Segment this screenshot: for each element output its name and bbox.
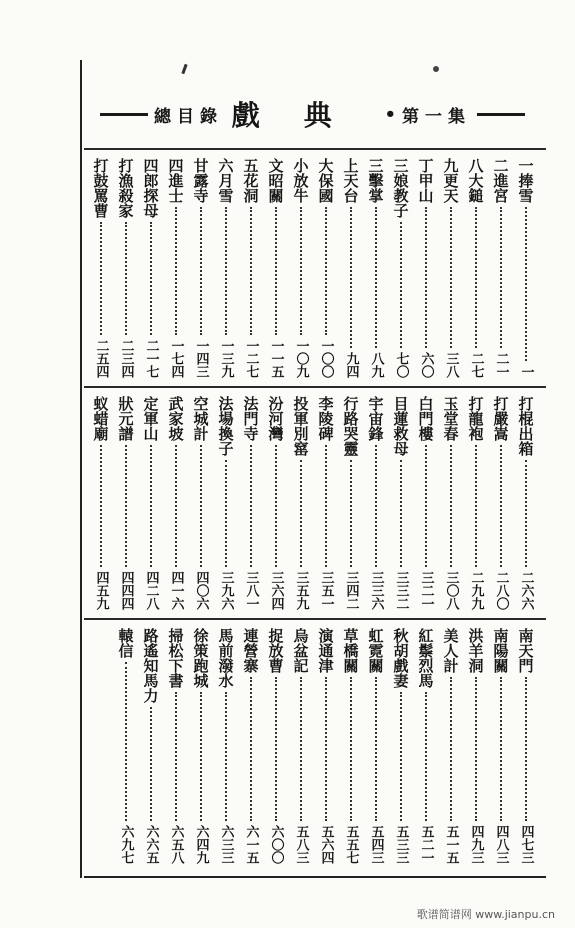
entry-title: 秋胡戲妻 xyxy=(391,628,410,688)
bottom-border-line xyxy=(84,876,546,878)
dot-leader xyxy=(350,677,352,821)
toc-entry xyxy=(415,158,437,378)
entry-title: 六月雪 xyxy=(216,158,235,203)
dot-leader xyxy=(425,445,427,567)
dot-leader xyxy=(150,222,152,335)
entry-title: 轅信 xyxy=(116,628,135,658)
toc-entry xyxy=(240,628,262,864)
toc-entry xyxy=(240,158,262,378)
left-border-line xyxy=(80,60,82,878)
entry-title: 武家坡 xyxy=(166,396,185,441)
entry-page: 二六六 xyxy=(518,571,534,610)
toc-entry xyxy=(515,628,537,864)
dot-leader xyxy=(475,445,477,567)
entry-title: 洪羊洞 xyxy=(466,628,485,673)
collection-label: 第一集 xyxy=(402,106,471,127)
entry-title: 一捧雪 xyxy=(516,158,535,203)
entry-title: 狀元譜 xyxy=(116,396,135,441)
dot-leader xyxy=(375,207,377,348)
dot-leader xyxy=(325,677,327,821)
toc-entry xyxy=(215,628,237,864)
entry-page: 一〇〇 xyxy=(318,339,334,378)
toc-entry xyxy=(190,396,212,610)
entry-page: 四四四 xyxy=(118,571,134,610)
toc-entry xyxy=(265,158,287,378)
entry-title: 美人計 xyxy=(441,628,460,673)
ink-dot xyxy=(433,66,439,72)
entry-title: 文昭關 xyxy=(266,158,285,203)
dot-leader xyxy=(350,207,352,348)
toc-entry xyxy=(415,396,437,610)
dot-leader xyxy=(400,460,402,567)
entry-title: 三擊掌 xyxy=(366,158,385,203)
entry-page: 一七四 xyxy=(168,339,184,378)
entry-page: 四九三 xyxy=(468,825,484,864)
entry-page: 三三二 xyxy=(393,571,409,610)
dot-leader xyxy=(125,662,127,821)
dot-leader xyxy=(100,222,102,335)
entry-title: 二進宮 xyxy=(491,158,510,203)
entry-page: 六九七 xyxy=(118,825,134,864)
entry-page: 五八三 xyxy=(293,825,309,864)
entry-page: 五二一 xyxy=(418,825,434,864)
dot-leader xyxy=(500,677,502,821)
entry-page: 六五八 xyxy=(168,825,184,864)
entry-page: 三二一 xyxy=(418,571,434,610)
toc-entry xyxy=(365,158,387,378)
dot-leader xyxy=(450,207,452,348)
dot-leader xyxy=(475,207,477,348)
ink-mark xyxy=(181,64,187,74)
entry-title: 法門寺 xyxy=(241,396,260,441)
dot-leader xyxy=(525,677,527,821)
entry-title: 目蓮救母 xyxy=(391,396,410,456)
toc-entry xyxy=(240,396,262,610)
toc-entry xyxy=(140,628,162,864)
entry-title: 虹霓關 xyxy=(366,628,385,673)
entry-page: 二九九 xyxy=(468,571,484,610)
toc-entry xyxy=(90,396,112,610)
rule-middle xyxy=(84,386,546,388)
entry-title: 玉堂春 xyxy=(441,396,460,441)
entry-title: 路遙知馬力 xyxy=(141,628,160,703)
entry-page: 七〇 xyxy=(393,352,409,378)
entry-title: 捉放曹 xyxy=(266,628,285,673)
entry-title: 四進士 xyxy=(166,158,185,203)
entry-title: 定軍山 xyxy=(141,396,160,441)
toc-section-3 xyxy=(88,628,538,864)
entry-title: 李陵碑 xyxy=(316,396,335,441)
entry-page: 八九 xyxy=(368,352,384,378)
toc-entry xyxy=(340,158,362,378)
entry-page: 一一五 xyxy=(268,339,284,378)
toc-entry xyxy=(440,396,462,610)
dot-leader xyxy=(525,460,527,567)
dot-leader xyxy=(225,692,227,821)
dot-leader xyxy=(525,207,527,361)
entry-title: 徐策跑城 xyxy=(191,628,210,688)
toc-entry xyxy=(415,628,437,864)
dot-leader xyxy=(425,207,427,348)
toc-entry xyxy=(465,628,487,864)
dot-leader xyxy=(400,692,402,821)
entry-page: 三三六 xyxy=(368,571,384,610)
entry-title: 馬前潑水 xyxy=(216,628,235,688)
entry-title: 甘露寺 xyxy=(191,158,210,203)
entry-page: 三四二 xyxy=(343,571,359,610)
dot-leader xyxy=(200,445,202,567)
toc-entry xyxy=(515,396,537,610)
entry-title: 投軍別窰 xyxy=(291,396,310,456)
dot-leader xyxy=(275,207,277,335)
dot-leader xyxy=(400,222,402,348)
watermark: 歌谱简谱网 www.jianpu.cn xyxy=(416,908,555,921)
toc-section-1 xyxy=(88,158,538,378)
entry-page: 二五四 xyxy=(93,339,109,378)
header-left xyxy=(100,102,223,127)
toc-entry xyxy=(190,628,212,864)
toc-entry xyxy=(315,396,337,610)
entry-page: 四二八 xyxy=(143,571,159,610)
header-right xyxy=(384,102,525,127)
toc-entry xyxy=(115,628,137,864)
header-separator: • xyxy=(384,103,396,125)
entry-title: 九更天 xyxy=(441,158,460,203)
entry-page: 一二七 xyxy=(243,339,259,378)
entry-title: 演通津 xyxy=(316,628,335,673)
toc-entry xyxy=(390,158,412,378)
entry-page: 五四三 xyxy=(368,825,384,864)
entry-page: 四一六 xyxy=(168,571,184,610)
toc-section-2 xyxy=(88,396,538,610)
dot-leader xyxy=(375,677,377,821)
dot-leader xyxy=(300,207,302,335)
entry-page: 六六五 xyxy=(143,825,159,864)
toc-entry xyxy=(90,158,112,378)
toc-entry xyxy=(365,396,387,610)
index-label: 總目錄 xyxy=(154,106,223,127)
entry-title: 三娘教子 xyxy=(391,158,410,218)
entry-page: 二八〇 xyxy=(493,571,509,610)
dot-leader xyxy=(450,677,452,821)
entry-page: 四七三 xyxy=(518,825,534,864)
dot-leader xyxy=(150,445,152,567)
dot-leader xyxy=(300,677,302,821)
dot-leader xyxy=(450,445,452,567)
entry-title: 打鼓罵曹 xyxy=(91,158,110,218)
dot-leader xyxy=(225,460,227,567)
dot-leader xyxy=(150,707,152,821)
toc-entry xyxy=(140,158,162,378)
entry-page: 三五一 xyxy=(318,571,334,610)
header-dash-right xyxy=(477,113,525,116)
toc-entry xyxy=(365,628,387,864)
toc-entry xyxy=(290,628,312,864)
entry-page: 六〇 xyxy=(418,352,434,378)
toc-entry xyxy=(440,628,462,864)
toc-entry xyxy=(315,158,337,378)
entry-page: 四八三 xyxy=(493,825,509,864)
entry-page: 六〇〇 xyxy=(268,825,284,864)
entry-page: 六一五 xyxy=(243,825,259,864)
entry-page: 四五九 xyxy=(93,571,109,610)
entry-page: 二七 xyxy=(468,352,484,378)
dot-leader xyxy=(250,445,252,567)
entry-title: 汾河灣 xyxy=(266,396,285,441)
entry-title: 打嚴嵩 xyxy=(491,396,510,441)
entry-title: 空城計 xyxy=(191,396,210,441)
dot-leader xyxy=(175,207,177,335)
dot-leader xyxy=(500,445,502,567)
entry-page: 五三三 xyxy=(393,825,409,864)
toc-entry xyxy=(440,158,462,378)
toc-entry xyxy=(490,158,512,378)
entry-page: 三五九 xyxy=(293,571,309,610)
entry-page: 一三九 xyxy=(218,339,234,378)
dot-leader xyxy=(225,207,227,335)
entry-page: 一〇九 xyxy=(293,339,309,378)
entry-page: 五五七 xyxy=(343,825,359,864)
toc-entry xyxy=(290,396,312,610)
entry-page: 九四 xyxy=(343,352,359,378)
toc-entry xyxy=(490,628,512,864)
entry-title: 連營寨 xyxy=(241,628,260,673)
toc-entry xyxy=(115,396,137,610)
toc-entry xyxy=(190,158,212,378)
entry-title: 掃松下書 xyxy=(166,628,185,688)
entry-page: 一四三 xyxy=(193,339,209,378)
dot-leader xyxy=(300,460,302,567)
dot-leader xyxy=(325,445,327,567)
dot-leader xyxy=(175,445,177,567)
entry-title: 小放牛 xyxy=(291,158,310,203)
entry-page: 三〇八 xyxy=(443,571,459,610)
entry-title: 八大鎚 xyxy=(466,158,485,203)
dot-leader xyxy=(275,445,277,567)
dot-leader xyxy=(375,445,377,567)
toc-entry xyxy=(290,158,312,378)
entry-page: 五六四 xyxy=(318,825,334,864)
dot-leader xyxy=(250,677,252,821)
toc-entry xyxy=(165,396,187,610)
entry-title: 打龍袍 xyxy=(466,396,485,441)
toc-entry xyxy=(315,628,337,864)
entry-title: 打漁殺家 xyxy=(116,158,135,218)
toc-entry xyxy=(390,396,412,610)
entry-title: 宇宙鋒 xyxy=(366,396,385,441)
entry-page: 六三三 xyxy=(218,825,234,864)
dot-leader xyxy=(100,445,102,567)
entry-title: 蚁蜡廟 xyxy=(91,396,110,441)
toc-entry xyxy=(215,158,237,378)
book-title: 戲典 xyxy=(231,99,376,132)
toc-entry xyxy=(265,396,287,610)
toc-entry xyxy=(340,628,362,864)
header-dash-left xyxy=(100,113,148,116)
entry-title: 法場換子 xyxy=(216,396,235,456)
toc-entry xyxy=(215,396,237,610)
toc-entry xyxy=(265,628,287,864)
toc-entry xyxy=(165,628,187,864)
dot-leader xyxy=(275,677,277,821)
entry-page: 三九六 xyxy=(218,571,234,610)
dot-leader xyxy=(425,692,427,821)
entry-page: 三八一 xyxy=(243,571,259,610)
entry-title: 打棍出箱 xyxy=(516,396,535,456)
dot-leader xyxy=(325,207,327,335)
dot-leader xyxy=(175,692,177,821)
entry-title: 大保國 xyxy=(316,158,335,203)
toc-entry xyxy=(140,396,162,610)
toc-entry xyxy=(490,396,512,610)
entry-page: 三八 xyxy=(443,352,459,378)
entry-page: 一 xyxy=(518,365,534,378)
dot-leader xyxy=(500,207,502,348)
entry-title: 丁甲山 xyxy=(416,158,435,203)
entry-title: 烏盆記 xyxy=(291,628,310,673)
entry-page: 四〇六 xyxy=(193,571,209,610)
toc-entry xyxy=(465,158,487,378)
entry-title: 上天台 xyxy=(341,158,360,203)
entry-page: 三六四 xyxy=(268,571,284,610)
rule-lower xyxy=(84,618,546,620)
dot-leader xyxy=(125,445,127,567)
entry-page: 六四九 xyxy=(193,825,209,864)
dot-leader xyxy=(125,222,127,335)
toc-entry xyxy=(115,158,137,378)
dot-leader xyxy=(475,677,477,821)
toc-entry xyxy=(515,158,537,378)
entry-title: 南天門 xyxy=(516,628,535,673)
dot-leader xyxy=(350,460,352,567)
entry-title: 草橋關 xyxy=(341,628,360,673)
entry-title: 行路哭靈 xyxy=(341,396,360,456)
entry-title: 紅鬃烈馬 xyxy=(416,628,435,688)
entry-title: 五花洞 xyxy=(241,158,260,203)
entry-title: 南陽關 xyxy=(491,628,510,673)
toc-entry xyxy=(465,396,487,610)
entry-page: 二一 xyxy=(493,352,509,378)
entry-page: 五一五 xyxy=(443,825,459,864)
entry-page: 二三四 xyxy=(118,339,134,378)
toc-entry xyxy=(165,158,187,378)
entry-title: 白門樓 xyxy=(416,396,435,441)
toc-entry xyxy=(340,396,362,610)
entry-title: 四郎探母 xyxy=(141,158,160,218)
dot-leader xyxy=(200,692,202,821)
dot-leader xyxy=(250,207,252,335)
toc-entry xyxy=(390,628,412,864)
rule-top xyxy=(84,148,546,150)
dot-leader xyxy=(200,207,202,335)
page-header xyxy=(100,96,525,132)
entry-page: 二一七 xyxy=(143,339,159,378)
